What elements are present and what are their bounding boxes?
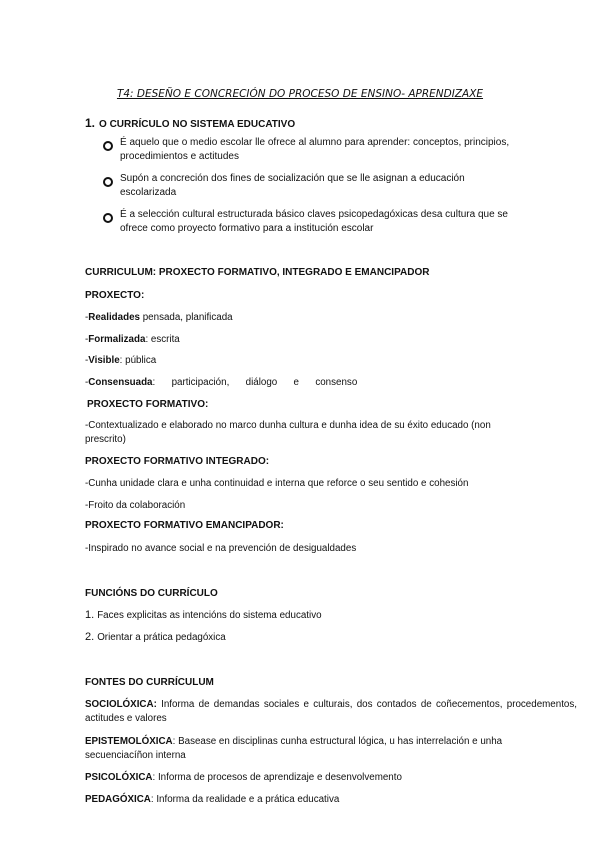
title-part-2: APRENDIZAXE — [405, 88, 484, 100]
item-number: 1. — [85, 609, 95, 621]
item-text: Faces explicitas as intencións do sistema educativo — [97, 610, 322, 621]
proxecto-item: -Formalizada: escrita — [85, 334, 180, 345]
bullet-text: É a selección cultural estructurada básico claves psicopedagóxicas desa cultura que se ofrece como proyecto formativo para a institución escolar — [120, 209, 508, 234]
funcions-item — [85, 609, 322, 621]
document-title — [0, 88, 600, 100]
fontes-term: PEDAGÓXICA — [85, 794, 151, 805]
item-text: Orientar a prática pedagóxica — [97, 632, 226, 643]
fontes-desc: Informa de demandas sociales e culturais, dos contados de coñecementos, procedementos, actitudes e valores — [85, 699, 577, 724]
bullet-text: É aquelo que o medio escolar lle ofrece al alumno para aprender: conceptos, principios, procedimientos e actitudes — [120, 137, 510, 162]
item-number: 2. — [85, 631, 95, 643]
proxecto-desc: : participación, diálogo e consenso — [152, 377, 358, 388]
bullet-text: Supón a concreción dos fines de socialización que se lle asignan a educación escolarizada — [120, 173, 465, 198]
proxecto-desc: : pública — [119, 355, 157, 366]
fontes-term: SOCIOLÓXICA: — [85, 699, 157, 710]
bullet-icon — [103, 138, 119, 156]
fontes-term: EPISTEMOLÓXICA — [85, 736, 173, 747]
emancipador-text: -Inspirado no avance social e na prevención de desigualdades — [85, 543, 357, 554]
funcions-item — [85, 631, 226, 643]
proxecto-desc: : escrita — [145, 334, 180, 345]
integrado-heading: PROXECTO FORMATIVO INTEGRADO: — [85, 456, 270, 467]
formativo-text: -Contextualizado e elaborado no marco dunha cultura e dunha idea de su éxito educado (non prescrito) — [85, 420, 491, 445]
fontes-desc: : Informa da realidade e a prática educativa — [150, 794, 340, 805]
integrado-text: -Froito da colaboración — [85, 500, 186, 511]
fontes-item — [85, 735, 510, 763]
curriculum-heading: CURRICULUM: PROXECTO FORMATIVO, INTEGRADO E EMANCIPADOR — [85, 267, 430, 278]
proxecto-desc: pensada, planificada — [140, 312, 233, 323]
formativo-heading: PROXECTO FORMATIVO: — [87, 399, 209, 410]
proxecto-term: Realidades — [88, 312, 140, 323]
proxecto-item: -Visible: pública — [85, 355, 157, 366]
fontes-item — [85, 793, 339, 807]
funcions-heading: FUNCIÓNS DO CURRÍCULO — [85, 588, 218, 599]
proxecto-term: Formalizada — [88, 334, 146, 345]
proxecto-term: Consensuada — [88, 377, 153, 388]
fontes-desc: : Basease en disciplinas cunha estructural lógica, u has interrelación e unha secuenciacíñon interna — [85, 736, 503, 761]
fontes-term: PSICOLÓXICA — [85, 772, 153, 783]
title-part-1: T4: DESEÑO E CONCRECIÓN DO PROCESO DE ENSINO- — [116, 88, 405, 100]
proxecto-item: -Consensuada: participación, diálogo e consenso — [85, 377, 358, 388]
bullet-icon — [103, 210, 119, 228]
fontes-heading: FONTES DO CURRÍCULUM — [85, 677, 214, 688]
fontes-item — [85, 771, 402, 785]
integrado-text: -Cunha unidade clara e unha continuidad e interna que reforce o seu sentido e cohesión — [85, 478, 469, 489]
proxecto-item: -Realidades pensada, planificada — [85, 312, 233, 323]
fontes-item — [85, 698, 577, 726]
fontes-desc: : Informa de procesos de aprendizaje e desenvolvemento — [152, 772, 402, 783]
section-heading-text: O CURRÍCULO NO SISTEMA EDUCATIVO — [99, 119, 296, 130]
proxecto-term: Visible — [88, 355, 120, 366]
proxecto-heading: PROXECTO: — [85, 290, 145, 301]
bullet-icon — [103, 174, 119, 192]
section-number: 1. — [85, 116, 96, 130]
section-1-heading — [85, 116, 295, 130]
emancipador-heading: PROXECTO FORMATIVO EMANCIPADOR: — [85, 520, 284, 531]
